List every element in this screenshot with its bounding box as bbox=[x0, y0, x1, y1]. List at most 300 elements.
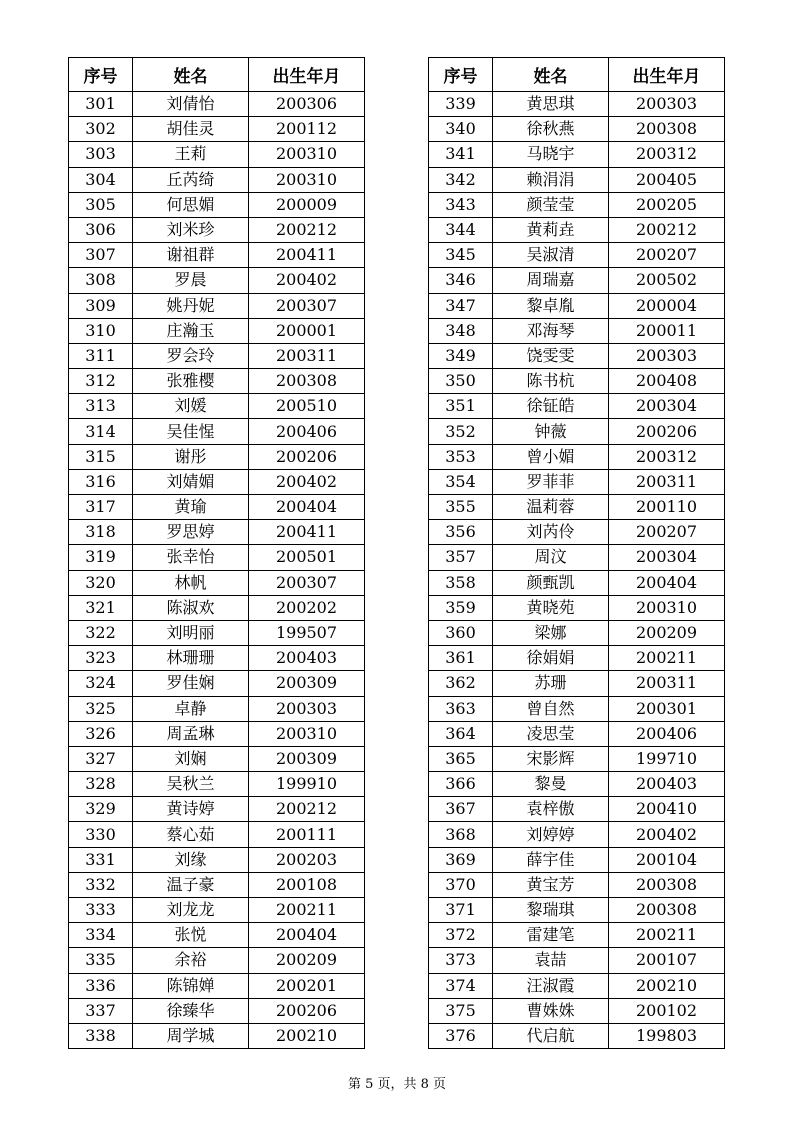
cell-name: 黄思琪 bbox=[493, 92, 609, 117]
cell-birth: 200411 bbox=[249, 243, 365, 268]
table-row bbox=[429, 394, 725, 419]
cell-birth: 200312 bbox=[609, 142, 725, 167]
cell-name: 罗晨 bbox=[133, 268, 249, 293]
table-row bbox=[429, 746, 725, 771]
table-row bbox=[429, 797, 725, 822]
cell-name: 颜莹莹 bbox=[493, 192, 609, 217]
cell-birth: 200210 bbox=[609, 973, 725, 998]
cell-number: 335 bbox=[69, 948, 133, 973]
table-row bbox=[69, 243, 365, 268]
table-body-right bbox=[429, 92, 725, 1049]
table-row bbox=[429, 646, 725, 671]
cell-number: 357 bbox=[429, 545, 493, 570]
cell-number: 369 bbox=[429, 847, 493, 872]
cell-number: 348 bbox=[429, 318, 493, 343]
cell-name: 陈淑欢 bbox=[133, 595, 249, 620]
cell-birth: 200411 bbox=[249, 520, 365, 545]
cell-number: 367 bbox=[429, 797, 493, 822]
table-row bbox=[429, 721, 725, 746]
cell-number: 304 bbox=[69, 167, 133, 192]
cell-birth: 200308 bbox=[609, 117, 725, 142]
cell-birth: 200406 bbox=[249, 419, 365, 444]
cell-number: 306 bbox=[69, 217, 133, 242]
cell-name: 徐臻华 bbox=[133, 998, 249, 1023]
cell-name: 马晓宇 bbox=[493, 142, 609, 167]
table-row bbox=[429, 369, 725, 394]
table-row bbox=[429, 520, 725, 545]
cell-birth: 200212 bbox=[609, 217, 725, 242]
table-row bbox=[69, 117, 365, 142]
cell-number: 329 bbox=[69, 797, 133, 822]
cell-birth: 200310 bbox=[249, 142, 365, 167]
table-row bbox=[429, 343, 725, 368]
table-row bbox=[69, 192, 365, 217]
cell-birth: 200403 bbox=[609, 772, 725, 797]
table-row bbox=[429, 545, 725, 570]
cell-name: 雷建笔 bbox=[493, 923, 609, 948]
cell-name: 罗思婷 bbox=[133, 520, 249, 545]
cell-number: 302 bbox=[69, 117, 133, 142]
cell-name: 刘娴 bbox=[133, 746, 249, 771]
table-row bbox=[429, 998, 725, 1023]
table-row bbox=[69, 444, 365, 469]
cell-name: 饶雯雯 bbox=[493, 343, 609, 368]
cell-birth: 200406 bbox=[609, 721, 725, 746]
cell-birth: 200405 bbox=[609, 167, 725, 192]
table-row bbox=[69, 872, 365, 897]
cell-birth: 200308 bbox=[249, 369, 365, 394]
table-row bbox=[69, 923, 365, 948]
cell-name: 薛宇佳 bbox=[493, 847, 609, 872]
table-row bbox=[69, 469, 365, 494]
header-number: 序号 bbox=[69, 58, 133, 92]
table-row bbox=[69, 92, 365, 117]
table-row bbox=[429, 872, 725, 897]
cell-number: 346 bbox=[429, 268, 493, 293]
table-row bbox=[429, 293, 725, 318]
cell-birth: 200404 bbox=[249, 923, 365, 948]
table-row bbox=[69, 595, 365, 620]
cell-number: 316 bbox=[69, 469, 133, 494]
cell-number: 301 bbox=[69, 92, 133, 117]
table-row bbox=[429, 469, 725, 494]
cell-number: 340 bbox=[429, 117, 493, 142]
table-row bbox=[429, 847, 725, 872]
cell-name: 庄瀚玉 bbox=[133, 318, 249, 343]
cell-birth: 200309 bbox=[249, 671, 365, 696]
cell-name: 刘婧媚 bbox=[133, 469, 249, 494]
table-row bbox=[429, 595, 725, 620]
cell-birth: 200212 bbox=[249, 797, 365, 822]
cell-name: 罗会玲 bbox=[133, 343, 249, 368]
cell-name: 罗菲菲 bbox=[493, 469, 609, 494]
table-row bbox=[69, 646, 365, 671]
cell-number: 372 bbox=[429, 923, 493, 948]
cell-birth: 200306 bbox=[249, 92, 365, 117]
cell-name: 姚丹妮 bbox=[133, 293, 249, 318]
table-row bbox=[429, 495, 725, 520]
cell-number: 313 bbox=[69, 394, 133, 419]
cell-birth: 200011 bbox=[609, 318, 725, 343]
cell-number: 342 bbox=[429, 167, 493, 192]
cell-name: 刘米珍 bbox=[133, 217, 249, 242]
cell-birth: 200211 bbox=[609, 646, 725, 671]
cell-birth: 200402 bbox=[609, 822, 725, 847]
table-row bbox=[429, 696, 725, 721]
cell-name: 刘缘 bbox=[133, 847, 249, 872]
cell-name: 周瑞嘉 bbox=[493, 268, 609, 293]
cell-name: 徐秋燕 bbox=[493, 117, 609, 142]
table-row bbox=[69, 268, 365, 293]
cell-number: 324 bbox=[69, 671, 133, 696]
cell-number: 356 bbox=[429, 520, 493, 545]
cell-name: 卓静 bbox=[133, 696, 249, 721]
table-row bbox=[69, 1023, 365, 1048]
cell-number: 307 bbox=[69, 243, 133, 268]
table-header-row bbox=[69, 58, 365, 92]
cell-name: 周学城 bbox=[133, 1023, 249, 1048]
cell-number: 322 bbox=[69, 620, 133, 645]
cell-birth: 200107 bbox=[609, 948, 725, 973]
cell-name: 谢彤 bbox=[133, 444, 249, 469]
cell-number: 334 bbox=[69, 923, 133, 948]
cell-number: 371 bbox=[429, 898, 493, 923]
table-row bbox=[429, 570, 725, 595]
cell-name: 黎瑞琪 bbox=[493, 898, 609, 923]
cell-name: 罗佳娴 bbox=[133, 671, 249, 696]
cell-name: 徐娟娟 bbox=[493, 646, 609, 671]
page-footer: 第 5 页，共 8 页 bbox=[347, 1077, 447, 1092]
cell-number: 332 bbox=[69, 872, 133, 897]
cell-number: 323 bbox=[69, 646, 133, 671]
cell-name: 黎卓胤 bbox=[493, 293, 609, 318]
cell-name: 林珊珊 bbox=[133, 646, 249, 671]
cell-birth: 200202 bbox=[249, 595, 365, 620]
cell-number: 364 bbox=[429, 721, 493, 746]
cell-number: 317 bbox=[69, 495, 133, 520]
cell-name: 温子豪 bbox=[133, 872, 249, 897]
cell-number: 366 bbox=[429, 772, 493, 797]
cell-number: 303 bbox=[69, 142, 133, 167]
cell-name: 徐钲皓 bbox=[493, 394, 609, 419]
cell-name: 凌思莹 bbox=[493, 721, 609, 746]
cell-name: 黎曼 bbox=[493, 772, 609, 797]
table-row bbox=[429, 192, 725, 217]
cell-birth: 200402 bbox=[249, 469, 365, 494]
cell-number: 361 bbox=[429, 646, 493, 671]
cell-birth: 200309 bbox=[249, 746, 365, 771]
cell-name: 苏珊 bbox=[493, 671, 609, 696]
cell-name: 温莉蓉 bbox=[493, 495, 609, 520]
cell-birth: 200203 bbox=[249, 847, 365, 872]
cell-number: 353 bbox=[429, 444, 493, 469]
cell-birth: 199910 bbox=[249, 772, 365, 797]
cell-name: 黄宝芳 bbox=[493, 872, 609, 897]
table-row bbox=[429, 167, 725, 192]
table-row bbox=[69, 797, 365, 822]
cell-number: 351 bbox=[429, 394, 493, 419]
table-row bbox=[69, 570, 365, 595]
table-row bbox=[69, 293, 365, 318]
cell-birth: 200211 bbox=[249, 898, 365, 923]
cell-birth: 200209 bbox=[249, 948, 365, 973]
cell-birth: 200211 bbox=[609, 923, 725, 948]
roster-table-right bbox=[428, 57, 725, 1049]
cell-birth: 200402 bbox=[249, 268, 365, 293]
cell-number: 375 bbox=[429, 998, 493, 1023]
cell-name: 吴淑清 bbox=[493, 243, 609, 268]
table-row bbox=[429, 898, 725, 923]
cell-number: 349 bbox=[429, 343, 493, 368]
cell-name: 钟薇 bbox=[493, 419, 609, 444]
cell-birth: 200501 bbox=[249, 545, 365, 570]
cell-name: 刘芮伶 bbox=[493, 520, 609, 545]
cell-birth: 200110 bbox=[609, 495, 725, 520]
cell-number: 326 bbox=[69, 721, 133, 746]
cell-birth: 200303 bbox=[249, 696, 365, 721]
cell-name: 余裕 bbox=[133, 948, 249, 973]
cell-number: 370 bbox=[429, 872, 493, 897]
cell-number: 358 bbox=[429, 570, 493, 595]
cell-name: 黄晓苑 bbox=[493, 595, 609, 620]
cell-birth: 200408 bbox=[609, 369, 725, 394]
cell-number: 308 bbox=[69, 268, 133, 293]
cell-name: 袁喆 bbox=[493, 948, 609, 973]
table-row bbox=[69, 369, 365, 394]
table-row bbox=[429, 973, 725, 998]
table-row bbox=[69, 142, 365, 167]
cell-number: 321 bbox=[69, 595, 133, 620]
table-row bbox=[69, 620, 365, 645]
cell-number: 343 bbox=[429, 192, 493, 217]
cell-birth: 200102 bbox=[609, 998, 725, 1023]
cell-name: 胡佳灵 bbox=[133, 117, 249, 142]
table-row bbox=[429, 268, 725, 293]
cell-number: 359 bbox=[429, 595, 493, 620]
cell-number: 331 bbox=[69, 847, 133, 872]
cell-name: 颜甄凯 bbox=[493, 570, 609, 595]
cell-birth: 200307 bbox=[249, 570, 365, 595]
cell-name: 丘芮绮 bbox=[133, 167, 249, 192]
table-row bbox=[69, 318, 365, 343]
cell-name: 周汶 bbox=[493, 545, 609, 570]
cell-name: 刘龙龙 bbox=[133, 898, 249, 923]
cell-birth: 200404 bbox=[249, 495, 365, 520]
cell-birth: 200104 bbox=[609, 847, 725, 872]
table-row bbox=[69, 495, 365, 520]
cell-birth: 200108 bbox=[249, 872, 365, 897]
cell-number: 325 bbox=[69, 696, 133, 721]
table-row bbox=[69, 671, 365, 696]
cell-birth: 200303 bbox=[609, 92, 725, 117]
cell-birth: 200111 bbox=[249, 822, 365, 847]
cell-birth: 200301 bbox=[609, 696, 725, 721]
table-row bbox=[429, 923, 725, 948]
cell-number: 354 bbox=[429, 469, 493, 494]
header-name: 姓名 bbox=[133, 58, 249, 92]
header-birth: 出生年月 bbox=[249, 58, 365, 92]
cell-number: 336 bbox=[69, 973, 133, 998]
table-row bbox=[69, 746, 365, 771]
cell-birth: 200308 bbox=[609, 872, 725, 897]
cell-number: 344 bbox=[429, 217, 493, 242]
cell-name: 曾小媚 bbox=[493, 444, 609, 469]
cell-birth: 200209 bbox=[609, 620, 725, 645]
cell-birth: 200311 bbox=[249, 343, 365, 368]
cell-birth: 200112 bbox=[249, 117, 365, 142]
cell-number: 309 bbox=[69, 293, 133, 318]
cell-birth: 200001 bbox=[249, 318, 365, 343]
cell-birth: 200206 bbox=[249, 998, 365, 1023]
cell-number: 362 bbox=[429, 671, 493, 696]
cell-number: 376 bbox=[429, 1023, 493, 1048]
header-name: 姓名 bbox=[493, 58, 609, 92]
cell-number: 365 bbox=[429, 746, 493, 771]
table-row bbox=[69, 545, 365, 570]
cell-birth: 200207 bbox=[609, 520, 725, 545]
cell-birth: 200210 bbox=[249, 1023, 365, 1048]
cell-number: 315 bbox=[69, 444, 133, 469]
table-row bbox=[429, 444, 725, 469]
cell-number: 327 bbox=[69, 746, 133, 771]
cell-name: 张悦 bbox=[133, 923, 249, 948]
table-row bbox=[69, 822, 365, 847]
cell-birth: 200310 bbox=[249, 167, 365, 192]
cell-number: 312 bbox=[69, 369, 133, 394]
table-row bbox=[69, 948, 365, 973]
cell-number: 333 bbox=[69, 898, 133, 923]
cell-number: 330 bbox=[69, 822, 133, 847]
cell-number: 318 bbox=[69, 520, 133, 545]
cell-name: 赖涓涓 bbox=[493, 167, 609, 192]
cell-birth: 200410 bbox=[609, 797, 725, 822]
cell-birth: 200310 bbox=[609, 595, 725, 620]
cell-birth: 200510 bbox=[249, 394, 365, 419]
cell-birth: 200009 bbox=[249, 192, 365, 217]
cell-number: 320 bbox=[69, 570, 133, 595]
table-row bbox=[69, 217, 365, 242]
cell-name: 何思媚 bbox=[133, 192, 249, 217]
cell-name: 曹姝姝 bbox=[493, 998, 609, 1023]
table-row bbox=[429, 318, 725, 343]
table-row bbox=[429, 948, 725, 973]
cell-number: 355 bbox=[429, 495, 493, 520]
table-header-row bbox=[429, 58, 725, 92]
header-birth: 出生年月 bbox=[609, 58, 725, 92]
cell-number: 360 bbox=[429, 620, 493, 645]
table-row bbox=[69, 998, 365, 1023]
table-row bbox=[429, 822, 725, 847]
cell-birth: 200308 bbox=[609, 898, 725, 923]
cell-name: 刘媛 bbox=[133, 394, 249, 419]
cell-number: 347 bbox=[429, 293, 493, 318]
cell-birth: 200404 bbox=[609, 570, 725, 595]
table-row bbox=[69, 772, 365, 797]
table-row bbox=[429, 620, 725, 645]
cell-birth: 200206 bbox=[249, 444, 365, 469]
cell-name: 陈锦婵 bbox=[133, 973, 249, 998]
cell-name: 梁娜 bbox=[493, 620, 609, 645]
cell-name: 蔡心茹 bbox=[133, 822, 249, 847]
cell-birth: 200304 bbox=[609, 394, 725, 419]
cell-number: 314 bbox=[69, 419, 133, 444]
cell-number: 352 bbox=[429, 419, 493, 444]
cell-number: 338 bbox=[69, 1023, 133, 1048]
cell-birth: 200403 bbox=[249, 646, 365, 671]
table-row bbox=[69, 343, 365, 368]
cell-birth: 199710 bbox=[609, 746, 725, 771]
cell-name: 谢祖群 bbox=[133, 243, 249, 268]
table-row bbox=[69, 167, 365, 192]
cell-number: 374 bbox=[429, 973, 493, 998]
cell-number: 311 bbox=[69, 343, 133, 368]
cell-birth: 200502 bbox=[609, 268, 725, 293]
cell-name: 陈书杭 bbox=[493, 369, 609, 394]
cell-name: 刘倩怡 bbox=[133, 92, 249, 117]
table-row bbox=[69, 847, 365, 872]
cell-number: 341 bbox=[429, 142, 493, 167]
cell-number: 368 bbox=[429, 822, 493, 847]
cell-birth: 200312 bbox=[609, 444, 725, 469]
table-row bbox=[429, 117, 725, 142]
cell-birth: 200310 bbox=[249, 721, 365, 746]
table-row bbox=[429, 243, 725, 268]
cell-number: 319 bbox=[69, 545, 133, 570]
cell-birth: 200304 bbox=[609, 545, 725, 570]
table-row bbox=[69, 898, 365, 923]
table-row bbox=[69, 419, 365, 444]
cell-name: 张幸怡 bbox=[133, 545, 249, 570]
table-row bbox=[429, 1023, 725, 1048]
cell-name: 汪淑霞 bbox=[493, 973, 609, 998]
table-row bbox=[429, 419, 725, 444]
roster-table-left bbox=[68, 57, 365, 1049]
cell-number: 363 bbox=[429, 696, 493, 721]
cell-name: 黄瑜 bbox=[133, 495, 249, 520]
cell-birth: 200004 bbox=[609, 293, 725, 318]
cell-birth: 200206 bbox=[609, 419, 725, 444]
cell-name: 刘婷婷 bbox=[493, 822, 609, 847]
cell-name: 刘明丽 bbox=[133, 620, 249, 645]
cell-number: 328 bbox=[69, 772, 133, 797]
table-row bbox=[429, 772, 725, 797]
cell-number: 310 bbox=[69, 318, 133, 343]
cell-number: 339 bbox=[429, 92, 493, 117]
cell-birth: 200311 bbox=[609, 469, 725, 494]
cell-name: 王莉 bbox=[133, 142, 249, 167]
cell-name: 宋影辉 bbox=[493, 746, 609, 771]
cell-birth: 200303 bbox=[609, 343, 725, 368]
cell-name: 林帆 bbox=[133, 570, 249, 595]
cell-name: 黄诗婷 bbox=[133, 797, 249, 822]
cell-birth: 200207 bbox=[609, 243, 725, 268]
cell-birth: 200205 bbox=[609, 192, 725, 217]
table-row bbox=[429, 671, 725, 696]
table-row bbox=[69, 520, 365, 545]
cell-name: 袁梓傲 bbox=[493, 797, 609, 822]
cell-number: 350 bbox=[429, 369, 493, 394]
cell-name: 吴秋兰 bbox=[133, 772, 249, 797]
cell-birth: 199803 bbox=[609, 1023, 725, 1048]
table-row bbox=[69, 696, 365, 721]
table-row bbox=[69, 394, 365, 419]
table-body-left bbox=[69, 92, 365, 1049]
cell-name: 周孟琳 bbox=[133, 721, 249, 746]
cell-birth: 200307 bbox=[249, 293, 365, 318]
table-row bbox=[429, 142, 725, 167]
table-row bbox=[69, 721, 365, 746]
cell-number: 305 bbox=[69, 192, 133, 217]
